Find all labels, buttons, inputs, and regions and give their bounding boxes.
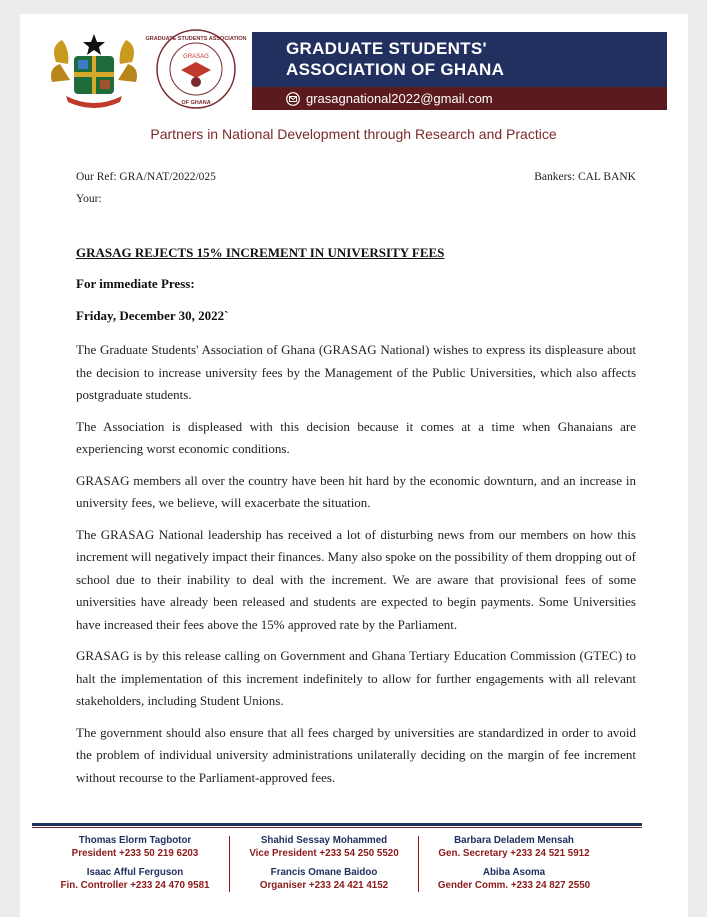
- release-date: Friday, December 30, 2022`: [76, 308, 229, 323]
- press-label: For immediate Press:: [76, 276, 195, 291]
- officer-role: Vice President +233 54 250 5520: [249, 848, 399, 859]
- org-name-line1: GRADUATE STUDENTS': [286, 39, 487, 58]
- officer-name: Thomas Elorm Tagbotor: [78, 835, 192, 846]
- footer-divider: [32, 823, 642, 826]
- header-email[interactable]: grasagnational2022@gmail.com: [306, 91, 493, 106]
- grasag-seal-icon: [145, 28, 247, 110]
- officer-name: Shahid Sessay Mohammed: [260, 835, 388, 846]
- footer-column-2: [234, 834, 414, 898]
- officer-name: Isaac Afful Ferguson: [86, 867, 184, 878]
- org-name-line2: ASSOCIATION OF GHANA: [286, 60, 505, 79]
- officer-role: President +233 50 219 6203: [71, 848, 199, 859]
- ghana-coat-of-arms-icon: [48, 32, 140, 110]
- paragraph: GRASAG is by this release calling on Government and Ghana Tertiary Education Commission (GTEC) to halt the implementation of this increment indefinitely to allow for further engagements with all relevant stakeholders, including Student Unions.: [76, 648, 636, 708]
- officer-role: Gender Comm. +233 24 827 2550: [437, 880, 591, 891]
- your-ref: Your:: [76, 193, 102, 205]
- officer-role: Organiser +233 24 421 4152: [259, 880, 389, 891]
- footer-separator: [229, 836, 230, 892]
- paragraph: The government should also ensure that all fees charged by universities are standardized in order to avoid the problem of individual university administrations unilaterally deciding on the margin of fee increment without recourse to the Parliament-approved fees.: [76, 724, 636, 785]
- officer-name: Francis Omane Baidoo: [270, 867, 378, 878]
- seal-inner-text: GRASAG: [183, 54, 209, 60]
- paragraph: The Association is displeased with this decision because it comes at a time when Ghanaians are experiencing worst economic conditions.: [76, 418, 636, 456]
- our-ref: Our Ref: GRA/NAT/2022/025: [76, 171, 216, 183]
- reference-row: [76, 171, 636, 183]
- officer-name: Abiba Asoma: [482, 867, 546, 878]
- footer-column-1: [40, 834, 230, 898]
- header-banner: [252, 32, 667, 110]
- bankers: Bankers: CAL BANK: [534, 171, 636, 183]
- footer-separator: [418, 836, 419, 892]
- seal-bottom-text: OF GHANA: [181, 100, 211, 106]
- paragraph: The Graduate Students' Association of Ghana (GRASAG National) wishes to express its displeasure about the decision to increase university fees by the Management of the Public Universities, which also affects postgraduate students.: [76, 342, 636, 402]
- tagline: Partners in National Development through Research and Practice: [150, 126, 557, 142]
- email-icon: [286, 92, 300, 106]
- press-headline: GRASAG REJECTS 15% INCREMENT IN UNIVERSITY FEES: [76, 245, 445, 260]
- release-body: [76, 339, 636, 798]
- paragraph: The GRASAG National leadership has received a lot of disturbing news from our members on how this increment will negatively impact their finances. Many also spoke on the possibility of them dropping out of school due to their inability to deal with the increment. We are aware that provisional fees of some universities have already been released and students are expected to begin payments. Some Universities have increased their fees above the 15% approved rate by the Parliament.: [76, 526, 636, 632]
- officer-role: Gen. Secretary +233 24 521 5912: [438, 848, 590, 859]
- footer-divider-accent: [32, 827, 642, 828]
- officer-name: Barbara Deladem Mensah: [454, 835, 574, 846]
- seal-top-text: GRADUATE STUDENTS ASSOCIATION: [145, 36, 247, 42]
- officer-role: Fin. Controller +233 24 470 9581: [60, 880, 210, 891]
- paragraph: GRASAG members all over the country have been hit hard by the economic downturn, and an increase in university fees, we believe, will exacerbate the situation.: [76, 472, 636, 510]
- footer-column-3: [424, 834, 604, 898]
